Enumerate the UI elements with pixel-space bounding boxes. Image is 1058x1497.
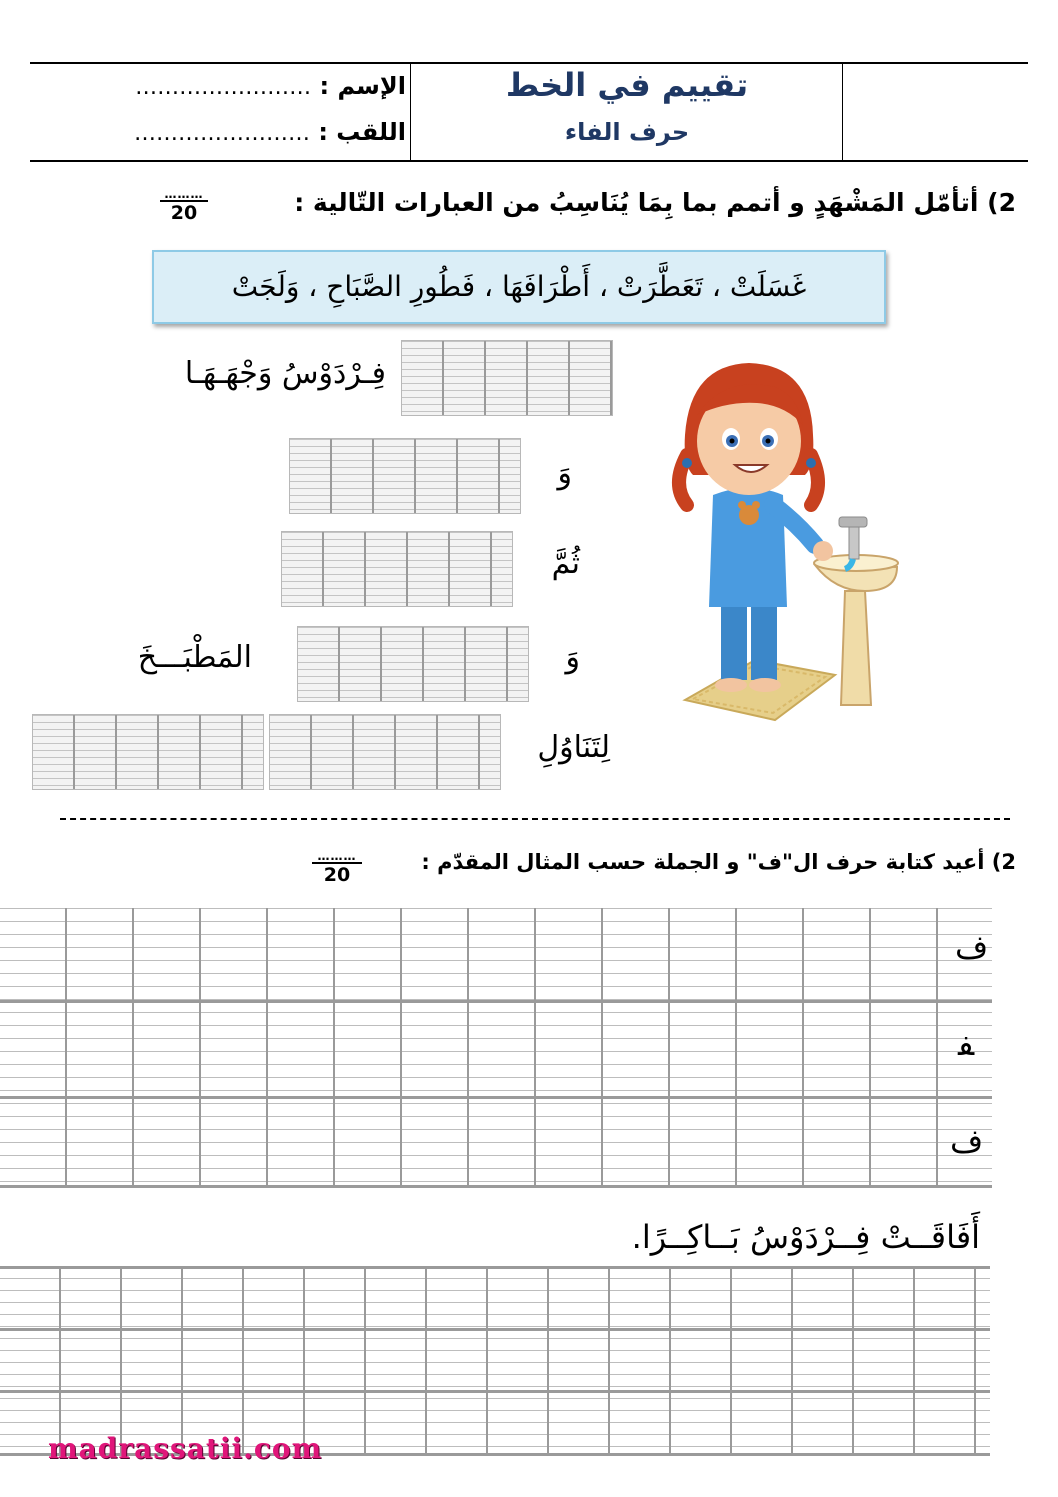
writing-grid[interactable]: [281, 531, 513, 607]
section-divider: [60, 818, 1010, 820]
girl-washing-hands-illustration: [665, 345, 910, 740]
header-divider: [410, 64, 411, 160]
score-total: 20: [170, 202, 198, 224]
writing-grid[interactable]: [269, 714, 501, 790]
writing-grid[interactable]: [32, 714, 264, 790]
letter-form-3: ف: [950, 1122, 984, 1160]
name-dots: ……………………: [135, 75, 312, 100]
exercise1-instruction: 2) أتأمّل المَشْهَدٍ و أتمم بما بِمَا يُنَاسِبُ من العبارات التّالية :: [294, 188, 1016, 217]
score-total: 20: [323, 864, 351, 886]
page-subtitle: حرف الفاء: [564, 118, 690, 146]
score-dots: ………: [312, 850, 362, 864]
letter-practice-grid[interactable]: [0, 908, 992, 1188]
writing-grid[interactable]: [297, 626, 529, 702]
line4-text: وَ: [565, 640, 580, 675]
letter-form-2: ﻔ: [958, 1025, 975, 1063]
score-dots: ………: [160, 188, 208, 202]
surname-label: اللقب :: [318, 118, 406, 146]
exercise2-score: [312, 850, 362, 886]
surname-dots: ……………………: [133, 121, 310, 146]
page-title: تقييم في الخط: [505, 66, 749, 104]
model-sentence: أَفَاقَــتْ فِــرْدَوْسُ بَــاكِــرًا.: [631, 1218, 980, 1256]
writing-grid[interactable]: [401, 340, 613, 416]
word-bank-text: غَسَلَتْ ، تَعَطَّرَتْ ، أَطْرَافَهَا ، فَطُورِ الصَّبَاحِ ، وَلَجَتْ: [231, 270, 807, 303]
line5-text: لِتَنَاوُلِ: [537, 730, 610, 765]
line3-text: ثُمَّ: [551, 546, 580, 581]
header-divider: [842, 64, 843, 160]
writing-grid[interactable]: [289, 438, 521, 514]
line1-text: فِـرْدَوْسُ وَجْهَـهَـا: [184, 356, 386, 391]
exercise1-score: [160, 188, 208, 224]
sentence-practice-grid[interactable]: [0, 1266, 990, 1456]
exercise2-instruction: 2) أعيد كتابة حرف ال"ف" و الجملة حسب المثال المقدّم :: [421, 850, 1016, 874]
line4-end-text: المَطْبَـــخَ: [137, 640, 252, 675]
line2-text: وَ: [557, 456, 572, 491]
name-label: الإسم :: [319, 72, 406, 100]
surname-field[interactable]: [134, 118, 406, 146]
word-bank-box: [152, 250, 886, 324]
name-field[interactable]: [135, 72, 406, 100]
letter-form-1: ف: [955, 928, 989, 966]
watermark: madrassatii.com: [48, 1432, 323, 1465]
